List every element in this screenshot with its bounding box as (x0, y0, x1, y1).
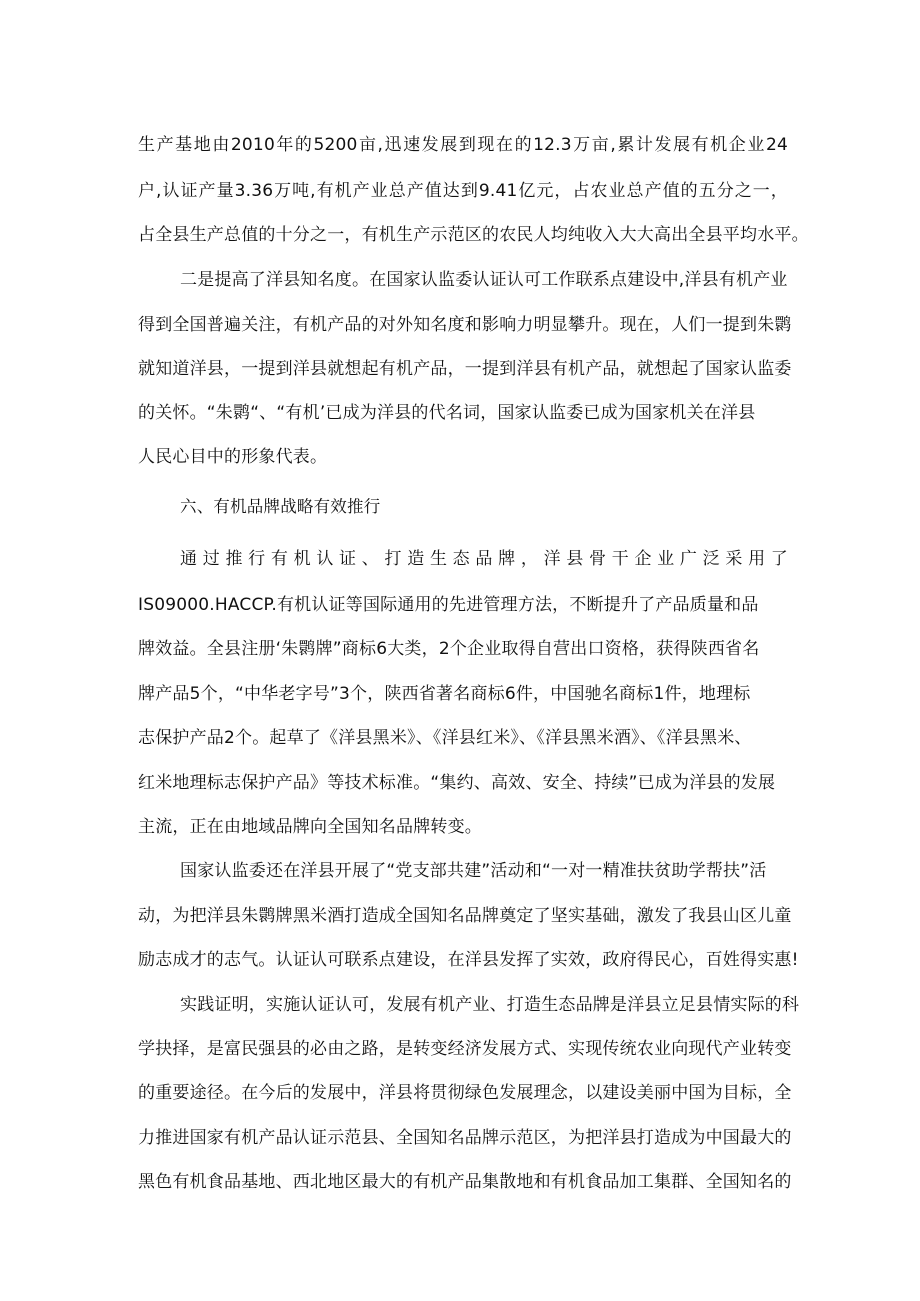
paragraph-brand-line-2: IS09000.HACCP.有机认证等国际通用的先进管理方法，不断提升了产品质量和品 (138, 595, 759, 615)
paragraph-brand-line-3: 牌效益。全县注册‘朱鹮牌”商标6大类，2个企业取得自营出口资格，获得陕西省名 (138, 639, 760, 659)
section-heading: 六、有机品牌战略有效推行 (180, 497, 381, 516)
paragraph-activities-line-3: 励志成才的志气。认证认可联系点建设，在洋县发挥了实效，政府得民心，百姓得实惠! (138, 950, 799, 970)
paragraph-visibility-line-5: 人民心目中的形象代表。 (138, 447, 328, 467)
paragraph-brand-line-4: 牌产品5个，“中华老字号”3个，陕西省著名商标6件，中国驰名商标1件，地理标 (138, 684, 751, 704)
paragraph-conclusion-line-5: 黑色有机食品基地、西北地区最大的有机产品集散地和有机食品加工集群、全国知名的 (138, 1172, 792, 1192)
paragraph-brand-line-1: 通过推行有机认证、打造生态品牌，洋县骨干企业广泛采用了 (180, 549, 788, 569)
paragraph-conclusion-line-4: 力推进国家有机产品认证示范县、全国知名品牌示范区，为把洋县打造成为中国最大的 (138, 1128, 792, 1148)
paragraph-visibility-line-2: 得到全国普遍关注，有机产品的对外知名度和影响力明显攀升。现在，人们一提到朱鹮 (138, 315, 792, 335)
paragraph-brand-line-7: 主流，正在由地域品牌向全国知名品牌转变。 (138, 817, 482, 837)
paragraph-visibility-line-4: 的关怀。“朱鹮“、“有机’已成为洋县的代名词，国家认监委已成为国家机关在洋县 (138, 403, 756, 423)
paragraph-activities-line-2: 动，为把洋县朱鹮牌黑米酒打造成全国知名品牌奠定了坚实基础，激发了我县山区儿童 (138, 906, 792, 926)
paragraph-conclusion-line-3: 的重要途径。在今后的发展中，洋县将贯彻绿色发展理念，以建设美丽中国为目标，全 (138, 1083, 792, 1103)
paragraph-activities-line-1: 国家认监委还在洋县开展了“党支部共建”活动和“一对一精准扶贫助学帮扶”活 (180, 861, 767, 881)
paragraph-conclusion-line-1: 实践证明，实施认证认可，发展有机产业、打造生态品牌是洋县立足县情实际的科 (180, 995, 800, 1015)
paragraph-brand-line-5: 志保护产品2个。起草了《洋县黑米》、《洋县红米》、《洋县黑米酒》、《洋县黑米、 (138, 728, 752, 748)
paragraph-conclusion-line-2: 学抉择，是富民强县的必由之路，是转变经济发展方式、实现传统农业向现代产业转变 (138, 1039, 792, 1059)
paragraph-income-line-2: 户,认证产量3.36万吨,有机产业总产值达到9.41亿元，占农业总产值的五分之一， (138, 181, 788, 201)
paragraph-income-line-3: 占全县生产总值的十分之一，有机生产示范区的农民人均纯收入大大高出全县平均水平。 (138, 225, 809, 245)
paragraph-brand-line-6: 红米地理标志保护产品》等技术标准。“集约、高效、安全、持续”已成为洋县的发展 (138, 773, 776, 793)
paragraph-visibility-line-3: 就知道洋县，一提到洋县就想起有机产品，一提到洋县有机产品，就想起了国家认监委 (138, 359, 792, 379)
paragraph-income-line-1: 生产基地由2010年的5200亩,迅速发展到现在的12.3万亩,累计发展有机企业24 (138, 135, 788, 155)
paragraph-visibility-line-1: 二是提高了洋县知名度。在国家认监委认证认可工作联系点建设中,洋县有机产业 (180, 270, 788, 290)
